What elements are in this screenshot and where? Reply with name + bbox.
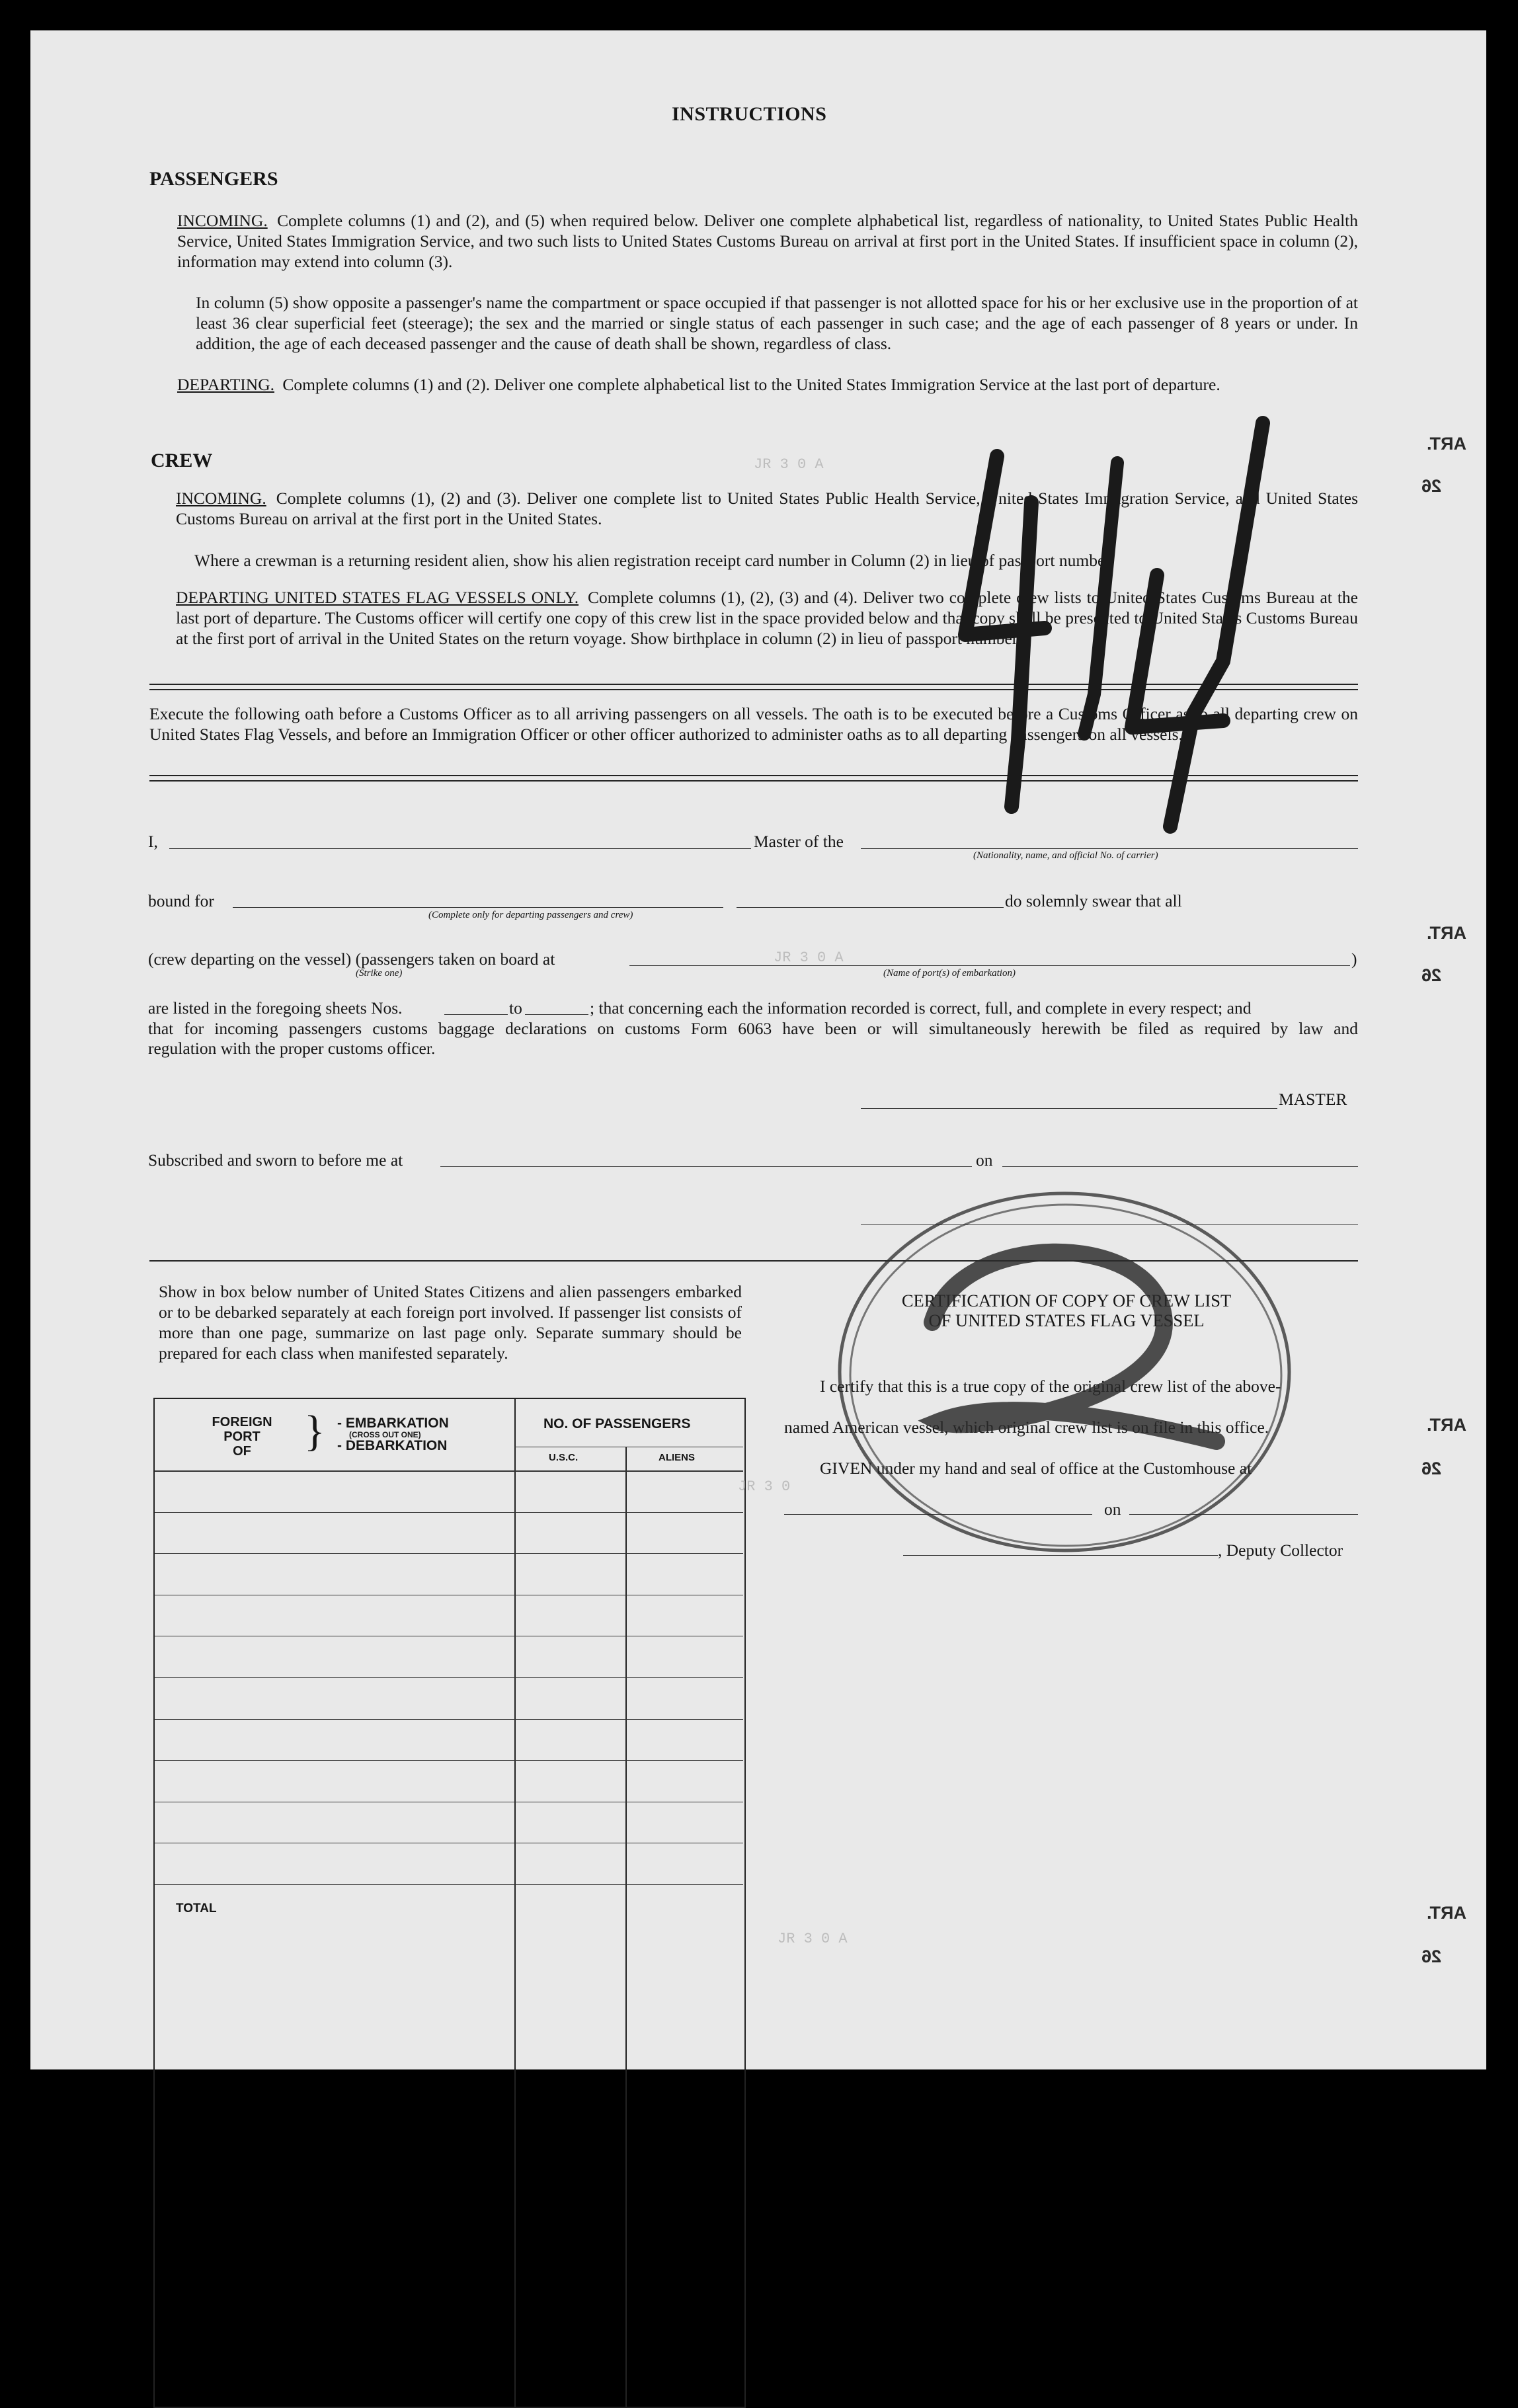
usc-header: U.S.C. — [549, 1452, 579, 1463]
given-line: GIVEN under my hand and seal of office at the Customhouse at — [820, 1459, 1252, 1478]
aliens-header: ALIENS — [659, 1452, 696, 1463]
handwritten-number — [965, 423, 1263, 826]
total-label: TOTAL — [176, 1902, 217, 1915]
ports-note: (Name of port(s) of embarkation) — [883, 968, 1016, 979]
margin-mark: ART. — [1427, 1903, 1466, 1923]
strike-note: (Strike one) — [356, 968, 403, 979]
certification-title-line2: OF UNITED STATES FLAG VESSEL — [928, 1310, 1205, 1330]
margin-mark: 26 — [1421, 1946, 1442, 1966]
certification-title-line1: CERTIFICATION OF COPY OF CREW LIST — [901, 1291, 1232, 1310]
carrier-note: (Nationality, name, and official No. of carrier) — [973, 850, 1158, 861]
margin-mark: 26 — [1421, 1459, 1442, 1478]
bleed-through: JR 3 0 — [738, 1478, 791, 1495]
subscribed-label: Subscribed and sworn to before me at — [148, 1150, 403, 1170]
margin-mark: ART. — [1427, 1415, 1466, 1435]
oath-i-label: I, — [148, 832, 158, 851]
listed-suffix: ; that concerning each the information recorded is correct, full, and complete in every respect; and — [590, 998, 1252, 1018]
circled-number — [840, 1193, 1289, 1550]
header-debarkation: - DEBARKATION — [337, 1438, 448, 1453]
listed-line-2: that for incoming passengers customs baggage declarations on customs Form 6063 have been or will simultaneously herewith be filed as required by law and — [148, 1019, 1358, 1038]
to-label: to — [509, 998, 522, 1018]
departing-only-note: (Complete only for departing passengers and crew) — [428, 910, 633, 920]
passengers-departing-label: DEPARTING. — [177, 375, 274, 394]
margin-mark: ART. — [1427, 923, 1466, 943]
passengers-departing-text: Complete columns (1) and (2). Deliver one complete alphabetical list to the United States Immigration Service at the last port of departure. — [282, 375, 1220, 394]
certification-on-label: on — [1104, 1500, 1121, 1519]
passengers-incoming-label: INCOMING. — [177, 211, 268, 230]
crew-departing-label: (crew departing on the vessel) (passengers taken on board at — [148, 949, 555, 969]
passengers-incoming-text: Complete columns (1) and (2), and (5) when required below. Deliver one complete alphabetical list, regardless of nationality, to United States Public Health Service, United States Immigration Service, and two such lists to United States Customs Bureau on arrival at first port in the United States. If insufficient space in column (2), information may extend into column (3). — [177, 211, 1358, 271]
certify-line-1: I certify that this is a true copy of the original crew list of the above- — [820, 1377, 1281, 1396]
passengers-column5-paragraph: In column (5) show opposite a passenger's name the compartment or space occupied if that passenger is not allotted space for his or her exclusive use in the proportion of at least 36 clear superficial feet (steerage); the sex and the married or single status of each passenger in such case; and the age of each passenger of 8 years or under. In addition, the age of each deceased passenger and the cause of death shall be shown, regardless of class. — [196, 293, 1358, 353]
margin-mark: 26 — [1421, 476, 1442, 496]
deputy-collector-label: , Deputy Collector — [1218, 1541, 1343, 1560]
header-foreign: FOREIGN — [212, 1415, 272, 1429]
passengers-heading: PASSENGERS — [149, 168, 278, 190]
close-paren: ) — [1351, 949, 1357, 969]
crew-heading: CREW — [151, 450, 213, 471]
header-of: OF — [233, 1444, 251, 1459]
crew-incoming-label: INCOMING. — [176, 489, 266, 508]
header-cross-out: (CROSS OUT ONE) — [349, 1430, 421, 1439]
bound-for-label: bound for — [148, 891, 214, 910]
crew-incoming-text: Complete columns (1), (2) and (3). Deliver one complete list to United States Public Health Service, United States Immigration Service, and United States Customs Bureau on arrival at the first port in the United States. — [176, 489, 1358, 528]
crew-departing-text: Complete columns (1), (2), (3) and (4). Deliver two complete crew lists to United States Customs Bureau at the last port of departure. The Customs officer will certify one copy of this crew list in the space provided below and that copy shall be presented to United States Customs Bureau at the first port of arrival in the United States on the return voyage. Show birthplace in column (2) in lieu of passport number. — [176, 588, 1358, 648]
crew-resident-paragraph: Where a crewman is a returning resident alien, show his alien registration receipt card number in Column (2) in lieu of passport number. — [194, 551, 1114, 570]
brace-symbol: } — [304, 1407, 325, 1455]
bleed-through: JR 3 0 A — [778, 1931, 848, 1947]
listed-prefix: are listed in the foregoing sheets Nos. — [148, 998, 403, 1018]
oath-intro-paragraph: Execute the following oath before a Customs Officer as to all arriving passengers on all vessels. The oath is to be executed before a Customs Officer as to all departing crew on United States Flag Vessels, and before an Immigration Officer or other officer authorized to administer oaths as to all departing passengers on all vessels. — [149, 704, 1358, 744]
subscribed-on-label: on — [976, 1150, 993, 1170]
margin-mark: 26 — [1421, 965, 1442, 985]
master-label: MASTER — [1279, 1090, 1347, 1109]
master-of-label: Master of the — [754, 832, 844, 851]
header-port: PORT — [223, 1429, 260, 1444]
swear-label: do solemnly swear that all — [1005, 891, 1182, 910]
summary-note: Show in box below number of United States Citizens and alien passengers embarked or to be debarked separately at each foreign port involved. If passenger list consists of more than one page, summarize on last page only. Separate summary should be prepared for each class when manifested separately. — [159, 1282, 742, 1363]
crew-departing-label: DEPARTING UNITED STATES FLAG VESSELS ONLY. — [176, 588, 579, 607]
bleed-through: JR 3 0 A — [774, 949, 844, 966]
margin-mark: ART. — [1427, 434, 1466, 454]
num-passengers-header: NO. OF PASSENGERS — [543, 1416, 691, 1431]
bleed-through: JR 3 0 A — [754, 456, 824, 473]
page-title: INSTRUCTIONS — [672, 103, 827, 125]
listed-line-3: regulation with the proper customs officer. — [148, 1039, 436, 1058]
certify-line-2: named American vessel, which original crew list is on file in this office. — [784, 1418, 1269, 1437]
header-embarkation: - EMBARKATION — [337, 1416, 449, 1431]
